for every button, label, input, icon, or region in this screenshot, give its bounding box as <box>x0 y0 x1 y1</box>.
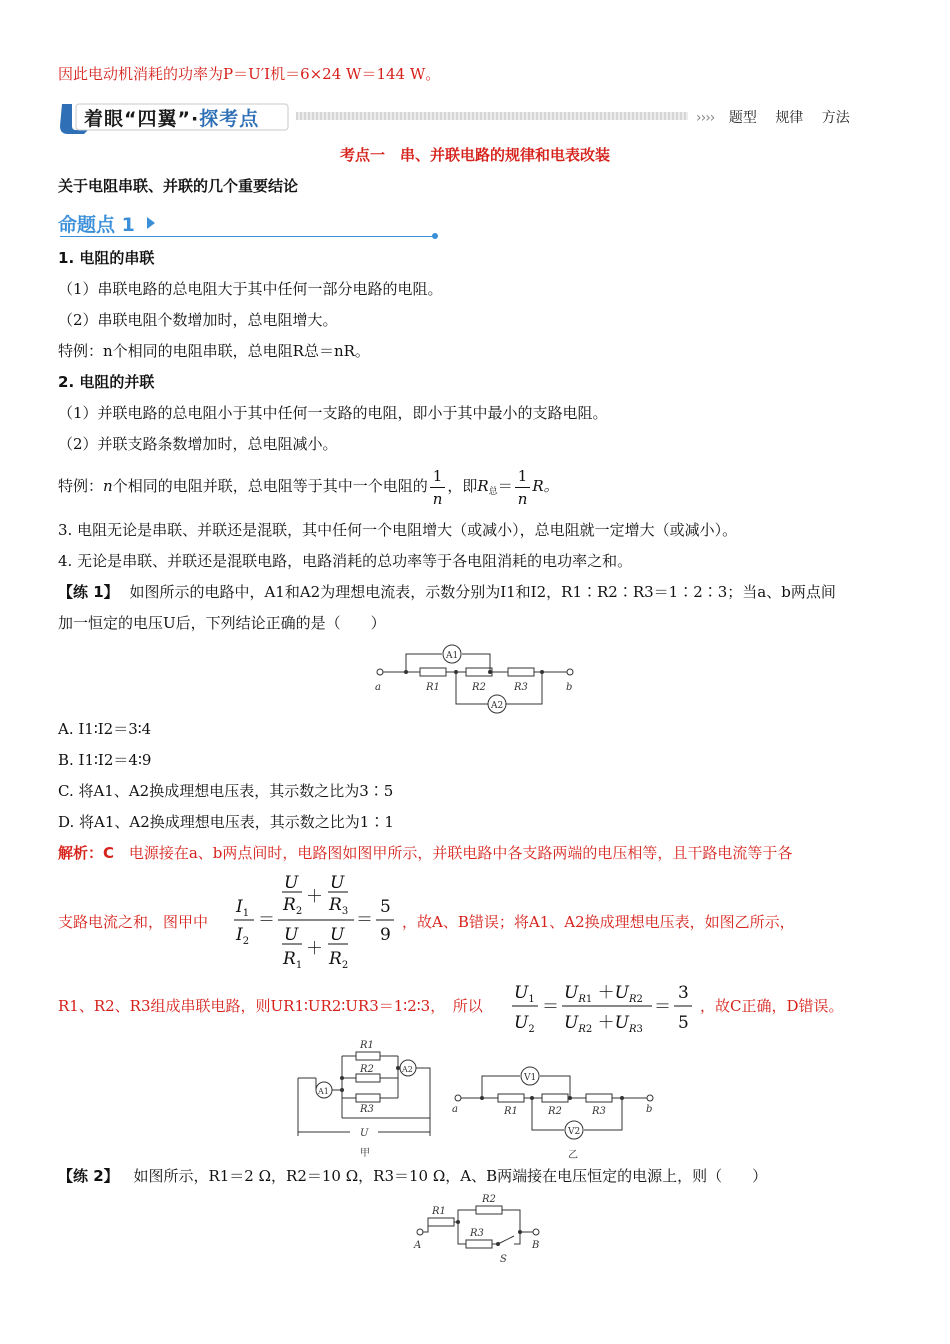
fig1-label-b: b <box>566 682 573 693</box>
equation-current-ratio <box>230 868 400 972</box>
eq2-result-num: 3 <box>678 983 689 1003</box>
parallel-item-2: （2）并联支路条数增加时，总电阻减小。 <box>58 435 338 453</box>
exercise-2-line <box>58 1166 767 1186</box>
svg-text:＝: ＝ <box>542 997 559 1017</box>
svg-text:R2: $R_2$ <box>329 949 349 971</box>
analysis-line-3-prefix: R1、R2、R3组成串联电路，则UR1∶UR2∶UR3＝1∶2∶3， 所以 <box>58 997 483 1015</box>
fig1-label-R2: R2 <box>472 682 486 693</box>
fig2-R3: R3 <box>470 1228 484 1239</box>
jia-R2: R2 <box>360 1064 374 1075</box>
option-c: C. 将A1、A2换成理想电压表，其示数之比为3∶5 <box>58 782 394 800</box>
jia-U: U <box>360 1128 369 1139</box>
exercise-1-label: 【练 1】 <box>58 583 119 601</box>
yi-R1: R1 <box>504 1106 518 1117</box>
parallel-special-R: R <box>477 477 489 495</box>
analysis-answer: C <box>103 844 115 862</box>
heading-series-num: 1 <box>58 249 69 267</box>
parallel-special-a: 特例： <box>58 477 104 495</box>
svg-text:U: U <box>330 925 345 945</box>
subtitle: 关于电阻串联、并联的几个重要结论 <box>58 177 299 195</box>
fig2-R1: R1 <box>432 1206 446 1217</box>
parallel-special-end: R。 <box>532 477 559 495</box>
svg-text:R1: $R_1$ <box>283 949 303 971</box>
fig1-label-A1: A1 <box>446 651 459 661</box>
fig1-label-A2: A2 <box>491 701 504 711</box>
header-title-dot: · <box>190 108 200 130</box>
heading-series-text: . 电阻的串联 <box>68 249 155 267</box>
fig2-A: A <box>414 1240 422 1251</box>
yi-b: b <box>646 1104 653 1115</box>
parallel-special-n: n <box>103 477 113 495</box>
eq1-result-den: 9 <box>380 925 391 945</box>
fraction-1-over-n <box>430 465 446 510</box>
svg-text:U2: $U_2$ <box>514 1013 535 1035</box>
section-title: 考点一 串、并联电路的规律和电表改装 <box>339 146 610 164</box>
circuit-figure-yi <box>450 1060 660 1164</box>
svg-text:R2: $R_2$ <box>283 895 303 917</box>
frac-den-2: n <box>517 489 528 508</box>
conclusion-4: 4. 无论是串联、并联还是混联电路，电路消耗的总功率等于各电阻消耗的电功率之和。 <box>58 552 633 570</box>
eq1-result-num: 5 <box>380 897 391 917</box>
option-a: A. I1∶I2＝3∶4 <box>58 720 152 738</box>
dot-icon <box>432 233 438 239</box>
svg-text:＋: ＋ <box>306 887 323 907</box>
analysis-line-2-prefix: 支路电流之和，图甲中 <box>58 913 209 931</box>
exercise-2-text: 如图所示，R1＝2 Ω，R2＝10 Ω，R3＝10 Ω，A、B两端接在电压恒定的电源上，则（ ） <box>133 1167 768 1185</box>
svg-text:R3: $R_3$ <box>329 895 349 917</box>
conclusion-3: 3. 电阻无论是串联、并联还是混联，其中任何一个电阻增大（或减小），总电阻就一定增大（或减小）。 <box>58 521 738 539</box>
heading-parallel-text: . 电阻的并联 <box>68 373 155 391</box>
analysis-line-2-suffix: ，故A、B错误；将A1、A2换成理想电压表，如图乙所示， <box>402 913 795 931</box>
series-special: 特例：n个相同的电阻串联，总电阻R总＝nR。 <box>58 342 370 360</box>
svg-text:＝: ＝ <box>356 910 373 930</box>
fig1-label-a: a <box>375 682 381 693</box>
exercise-1-line-2: 加一恒定的电压U后，下列结论正确的是（ ） <box>58 614 386 632</box>
svg-text:U: U <box>284 873 299 893</box>
svg-text:UR1 ＋UR2: $U_R1 +U_R2$ <box>564 983 643 1005</box>
svg-text:＝: ＝ <box>258 910 275 930</box>
jia-caption: 甲 <box>360 1148 370 1159</box>
yi-R2: R2 <box>548 1106 562 1117</box>
triangle-right-icon <box>147 217 155 229</box>
yi-R3: R3 <box>592 1106 606 1117</box>
svg-text:I1: $I_1$ <box>236 897 250 919</box>
circuit-figure-2 <box>410 1192 550 1268</box>
jia-R3: R3 <box>360 1104 374 1115</box>
eq2-result-den: 5 <box>678 1013 689 1033</box>
tag-type: 题型 <box>728 110 757 126</box>
circuit-figure-1 <box>370 640 580 720</box>
yi-a: a <box>452 1104 458 1115</box>
analysis-label: 解析： <box>58 844 104 862</box>
top-line-text: 因此电动机消耗的功率为P＝U′I机＝6×24 W＝144 W。 <box>58 65 441 83</box>
parallel-special <box>58 463 559 515</box>
fig2-R2: R2 <box>482 1194 496 1205</box>
header-title-part1: 着眼“四翼” <box>84 108 191 130</box>
frac-num-2: 1 <box>515 465 531 488</box>
jia-A1: A1 <box>318 1087 329 1096</box>
fig1-label-R1: R1 <box>426 682 440 693</box>
frac-den: n <box>432 489 443 508</box>
tag-method: 方法 <box>821 110 850 126</box>
heading-parallel-num: 2 <box>58 373 69 391</box>
chevrons-icon: ›››› <box>696 110 715 126</box>
svg-text:I2: $I_2$ <box>236 925 250 947</box>
exercise-1-line-1 <box>58 582 836 602</box>
option-b: B. I1∶I2＝4∶9 <box>58 751 152 769</box>
option-d: D. 将A1、A2换成理想电压表，其示数之比为1∶1 <box>58 813 394 831</box>
header-stripe <box>296 112 688 120</box>
svg-text:＝: ＝ <box>654 997 671 1017</box>
heading-series <box>58 248 154 268</box>
yi-V1: V1 <box>524 1073 537 1083</box>
series-item-2: （2）串联电阻个数增加时，总电阻增大。 <box>58 311 338 329</box>
header-tags <box>696 107 864 127</box>
frac-num: 1 <box>430 465 446 488</box>
jia-A2: A2 <box>402 1065 413 1074</box>
jia-R1: R1 <box>360 1040 374 1051</box>
header-title-part2: 探考点 <box>199 108 260 130</box>
proposition-rule <box>60 236 436 237</box>
parallel-special-eq: ＝ <box>497 477 513 495</box>
parallel-item-1: （1）并联电路的总电阻小于其中任何一支路的电阻，即小于其中最小的支路电阻。 <box>58 404 608 422</box>
yi-caption: 乙 <box>568 1150 578 1161</box>
series-item-1: （1）串联电路的总电阻大于其中任何一部分电路的电阻。 <box>58 280 443 298</box>
fig1-label-R3: R3 <box>514 682 528 693</box>
analysis-line-3-suffix: ，故C正确，D错误。 <box>700 997 844 1015</box>
analysis-text-1: 电源接在a、b两点间时，电路图如图甲所示，并联电路中各支路两端的电压相等，且干路电流等于各 <box>128 844 793 862</box>
parallel-special-b: 个相同的电阻并联，总电阻等于其中一个电阻的 <box>112 477 428 495</box>
previous-conclusion <box>58 64 440 84</box>
svg-text:U: U <box>284 925 299 945</box>
analysis-line-1 <box>58 843 792 863</box>
parallel-special-c: ，即 <box>447 477 478 495</box>
svg-text:U: U <box>330 873 345 893</box>
heading-parallel <box>58 372 154 392</box>
parallel-special-sub: 总 <box>488 487 498 497</box>
header-title <box>84 104 259 131</box>
proposition-label: 命题点 1 <box>58 214 135 236</box>
svg-text:＋: ＋ <box>306 939 323 959</box>
fig2-B: B <box>532 1240 540 1251</box>
exercise-1-text-1: 如图所示的电路中，A1和A2为理想电流表，示数分别为I1和I2，R1∶R2∶R3＝1∶2∶3；当a、b两点间 <box>129 583 836 601</box>
svg-text:U1: $U_1$ <box>514 983 535 1005</box>
fig2-S: S <box>500 1254 507 1265</box>
circuit-figure-jia <box>290 1036 450 1160</box>
yi-V2: V2 <box>568 1127 581 1137</box>
exercise-2-label: 【练 2】 <box>58 1167 119 1185</box>
equation-voltage-ratio <box>510 978 700 1036</box>
svg-text:UR2 ＋UR3: $U_R2 +U_R3$ <box>564 1013 643 1035</box>
tag-rule: 规律 <box>775 110 804 126</box>
fraction-1-over-n-2 <box>515 465 531 510</box>
